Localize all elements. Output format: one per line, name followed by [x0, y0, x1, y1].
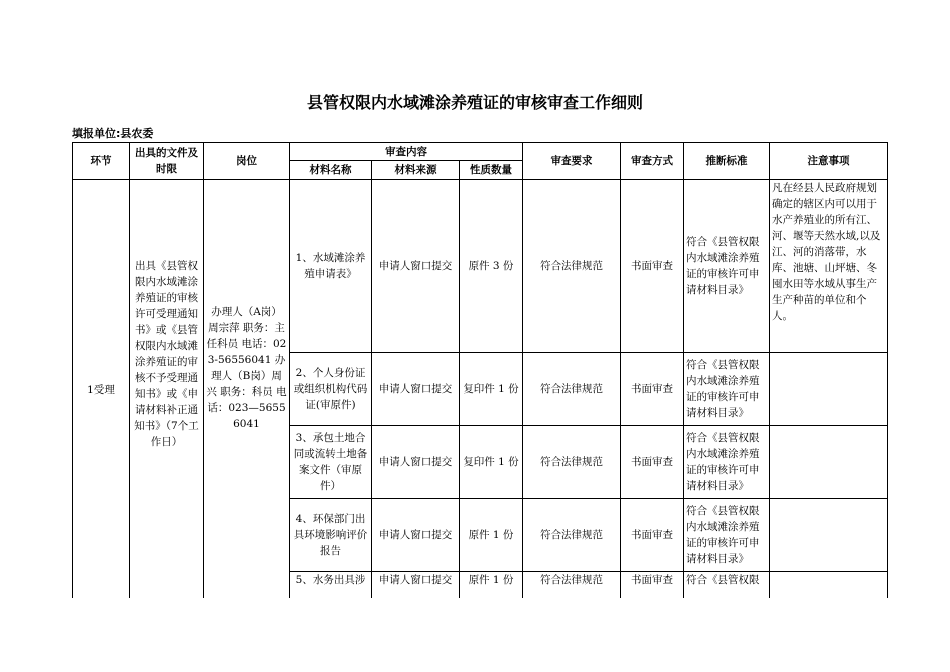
row2-req: 符合法律规范	[523, 353, 621, 426]
row5-std: 符合《县管权限	[684, 572, 770, 599]
filing-unit: 填报单位:县农委	[72, 127, 154, 140]
row5-qty: 原件 1 份	[460, 572, 523, 599]
page-title: 县管权限内水域滩涂养殖证的审核审查工作细则	[306, 93, 643, 112]
header-doc: 出具的文件及时限	[130, 143, 204, 180]
row3-req: 符合法律规范	[523, 426, 621, 499]
row1-name: 1、水域滩涂养殖申请表》	[290, 180, 372, 353]
row2-method: 书面审查	[621, 353, 684, 426]
header-method: 审查方式	[621, 143, 684, 180]
row5-name: 5、水务出具涉	[290, 572, 372, 599]
header-mat-qty: 性质数量	[460, 161, 523, 180]
header-mat-name: 材料名称	[290, 161, 372, 180]
row2-name: 2、个人身份证或组织机构代码证(审原件)	[290, 353, 372, 426]
review-table	[72, 142, 888, 598]
row2-src: 申请人窗口提交	[372, 353, 460, 426]
notes-cell: 凡在经县人民政府规划确定的辖区内可以用于水产养殖业的所有江、河、堰等天然水域,以及江、河的消落带，水库、池塘、山坪塘、冬囤水田等水域从事生产生产种苗的单位和个人。	[770, 180, 888, 353]
header-content: 审查内容	[290, 143, 523, 161]
row4-notes	[770, 499, 888, 572]
row3-notes	[770, 426, 888, 499]
header-notes: 注意事项	[770, 143, 888, 180]
row5-method: 书面审查	[621, 572, 684, 599]
row4-name: 4、环保部门出具环境影响评价报告	[290, 499, 372, 572]
row3-name: 3、承包土地合同或流转土地备案文件（审原件）	[290, 426, 372, 499]
row4-src: 申请人窗口提交	[372, 499, 460, 572]
header-stage: 环节	[73, 143, 130, 180]
row2-notes	[770, 353, 888, 426]
header-std: 推断标准	[684, 143, 770, 180]
row3-qty: 复印件 1 份	[460, 426, 523, 499]
stage-cell: 1受理	[73, 180, 130, 599]
row3-src: 申请人窗口提交	[372, 426, 460, 499]
row3-std: 符合《县管权限内水域滩涂养殖证的审核许可申请材料目录》	[684, 426, 770, 499]
row2-qty: 复印件 1 份	[460, 353, 523, 426]
header-mat-src: 材料来源	[372, 161, 460, 180]
row2-std: 符合《县管权限内水域滩涂养殖证的审核许可申请材料目录》	[684, 353, 770, 426]
row5-req: 符合法律规范	[523, 572, 621, 599]
row4-qty: 原件 1 份	[460, 499, 523, 572]
row3-method: 书面审查	[621, 426, 684, 499]
row4-req: 符合法律规范	[523, 499, 621, 572]
header-post: 岗位	[204, 143, 290, 180]
row1-req: 符合法律规范	[523, 180, 621, 353]
row5-src: 申请人窗口提交	[372, 572, 460, 599]
row4-method: 书面审查	[621, 499, 684, 572]
header-req: 审查要求	[523, 143, 621, 180]
doc-cell: 出具《县管权限内水域滩涂养殖证的审核许可受理通知书》或《县管权限内水域滩涂养殖证的审核不予受理通知书》或《申请材料补正通知书》（7个工作日）	[130, 180, 204, 599]
row1-method: 书面审查	[621, 180, 684, 353]
row4-std: 符合《县管权限内水域滩涂养殖证的审核许可申请材料目录》	[684, 499, 770, 572]
row1-src: 申请人窗口提交	[372, 180, 460, 353]
row5-notes	[770, 572, 888, 599]
row1-qty: 原件 3 份	[460, 180, 523, 353]
row1-std: 符合《县管权限内水域滩涂养殖证的审核许可申请材料目录》	[684, 180, 770, 353]
post-cell: 办理人（A岗）周宗萍 职务：主任科员 电话：023-56556041 办理人（B岗）周兴 职务：科员 电话：023—56556041	[204, 180, 290, 599]
